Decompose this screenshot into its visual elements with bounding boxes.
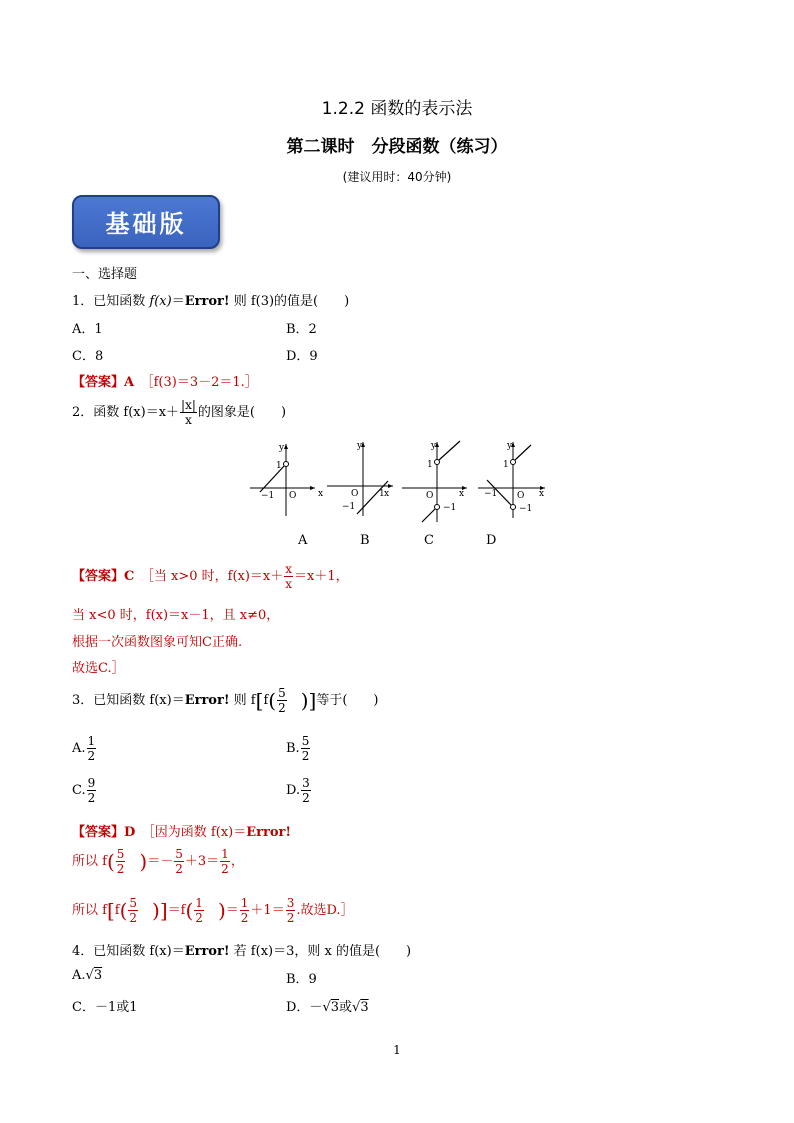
graph-d-y-label: y [507,441,513,451]
q2-answer-a: ［当 x>0 时，f(x)＝x＋ [147,569,284,584]
graph-b-origin: O [351,489,359,499]
q3-option-d-num: 3 [302,776,310,790]
q1-option-c: C．8 [72,349,104,364]
q3-option-d-den: 2 [302,791,310,805]
graph-a-one: 1 [276,461,282,471]
q3-l3-n4: 3 [286,896,295,910]
q1-answer-text: ［f(3)＝3－2＝1.］ [147,375,258,390]
q3-option-d [286,776,312,805]
q3-l2-d2: 2 [175,862,183,876]
q2-graphs [245,438,550,528]
q3-bracket-open: [ [255,688,264,713]
q3-l2-frac2 [174,847,184,876]
q3-l3-prefix: 所以 f [72,903,107,918]
q3-l3-frac3 [240,896,250,925]
q3-l3-bracket-close: ] [159,898,168,923]
section-heading: 一、选择题 [72,267,138,282]
q4-option-d [286,996,369,1015]
q3-l2-d1: 2 [116,862,125,876]
q3-paren-close: ) [300,688,309,713]
q3-l3-paren2-open: ( [185,898,194,923]
q3-l3-paren-close: ) [152,898,160,923]
q2-answer [72,562,349,591]
sqrt-icon: √ [322,1000,331,1015]
q3-l3-d1: 2 [129,911,138,925]
q3-answer-a: ［因为函数 f(x)＝ [148,825,247,840]
q3-option-b-den: 2 [301,749,310,763]
graph-a-y-label: y [279,443,285,453]
graph-b-y-label: y [357,441,363,451]
q2-answer-fraction [284,562,293,591]
q3-option-a [72,734,97,763]
graph-c [402,441,467,522]
q3-mid: 则 f [229,693,256,708]
q3-option-b-num: 5 [301,734,310,748]
graph-c-neg-one: −1 [443,503,457,513]
q3-l2-n2: 5 [175,847,183,861]
time-note: (建议用时：40分钟) [342,170,452,184]
graph-label-b: B [360,533,370,548]
q3-answer-line3 [72,896,354,925]
q3-l3-eq2: ＝ [225,903,239,918]
graph-b [327,441,393,516]
q4-option-a-root: 3 [93,968,103,983]
q3-option-c-den: 2 [87,791,96,805]
graph-d-x-label: x [539,489,545,499]
q3-prefix: 3．已知函数 f(x)＝ [72,693,185,708]
q2-frac-den: x [185,413,192,427]
q1-eq: ＝ [171,294,185,309]
graph-c-one: 1 [427,460,433,470]
q3-l3-bracket-open: [ [106,898,115,923]
q3-option-d-letter: D. [286,783,301,798]
q3-option-c-num: 9 [87,776,96,790]
graph-d-neg-one-y: −1 [519,504,533,514]
q2-answer-b: ＝x＋1， [294,569,349,584]
graph-c-x-label: x [459,489,465,499]
q3-l3-d4: 2 [286,911,295,925]
q1-suffix: 则 f(3)的值是( ) [229,294,350,309]
q3-option-a-num: 1 [87,734,96,748]
q3-l3-frac4 [286,896,296,925]
q3-option-b [286,734,311,763]
q3-l2-d3: 2 [221,862,229,876]
q3-option-a-letter: A. [72,741,86,756]
q3-l3-n1: 5 [129,896,138,910]
graph-b-x-label: x [384,489,390,499]
q3-bracket-close: ] [308,688,317,713]
q1-option-a: A．1 [72,322,103,337]
q3-l3-d2: 2 [195,911,203,925]
q3-paren-open: ( [268,688,277,713]
q4-option-a-letter: A. [72,968,86,983]
q3-l3-paren-open: ( [119,898,128,923]
q3-l2-mid: ＝－ [147,854,174,869]
q3-l2-paren-open: ( [106,849,115,874]
q2-answer-line2: 当 x<0 时，f(x)＝x－1，且 x≠0， [72,608,280,623]
graph-a [250,443,323,516]
lesson-title: 第二课时 分段函数（练习） [286,137,508,157]
q3-l2-n3: 1 [221,847,229,861]
graph-a-x-label: x [318,489,324,499]
q3-answer-line2 [72,847,244,876]
q3-option-b-letter: B. [286,741,300,756]
q4-option-a [72,968,102,983]
q2-answer-line4: 故选C.］ [72,661,125,676]
graph-a-neg-one: −1 [261,491,275,501]
q3-l3-n3: 1 [240,896,249,910]
q3-l2-paren-close: ) [139,849,148,874]
graph-label-a: A [298,533,308,548]
q3-l2-plus: ＋3＝ [184,854,220,869]
q3-answer-error: Error! [246,825,292,840]
q4-prefix: 4．已知函数 f(x)＝ [72,944,185,959]
q4-option-d-letter: D．－ [286,1000,323,1015]
graph-d-origin: O [517,491,525,501]
graph-b-neg-one: −1 [342,502,356,512]
q2-fraction [180,398,197,427]
q3-l3-frac2 [194,896,204,925]
question-4 [72,940,411,959]
q4-option-d-root2: 3 [360,1000,369,1015]
q3-option-c-frac [87,776,97,805]
q2-answer-frac-den: x [285,577,293,591]
q4-error: Error! [184,944,230,959]
q3-l3-paren2-close: ) [217,898,226,923]
q3-l3-end: .故选D.］ [296,903,354,918]
q2-frac-num: |x| [181,398,196,412]
graph-label-d: D [486,533,497,548]
q3-l2-n1: 5 [116,847,125,861]
q2-answer-frac-num: x [285,562,293,576]
q3-l2-prefix: 所以 f [72,854,107,869]
q3-error: Error! [184,693,230,708]
graph-label-c: C [424,533,434,548]
q1-prefix: 1．已知函数 [72,294,150,309]
section-title: 1.2.2 函数的表示法 [321,99,473,119]
q2-prefix: 2．函数 f(x)＝x＋ [72,405,180,420]
question-1 [72,290,349,309]
page-number: 1 [393,1043,401,1057]
graph-c-y-label: y [431,441,437,451]
q4-suffix: 若 f(x)＝3，则 x 的值是( ) [229,944,412,959]
q3-l2-frac1 [116,847,126,876]
q1-fx: f(x) [149,294,172,309]
q4-option-b: B．9 [286,972,317,987]
q3-option-a-den: 2 [87,749,96,763]
q3-l3-n2: 1 [195,896,203,910]
question-2 [72,398,286,427]
q3-f-inner: f [263,693,269,708]
graph-a-origin: O [289,491,297,501]
q3-frac-num: 5 [278,686,286,700]
q3-option-c [72,776,97,805]
q1-option-d: D．9 [286,349,318,364]
q3-option-a-frac [87,734,97,763]
q1-answer-tag: 【答案】A [72,375,135,390]
q3-l2-end: ， [230,854,244,869]
sqrt-icon: √ [352,1000,361,1015]
q3-frac-den: 2 [278,701,286,715]
q4-option-c: C．－1或1 [72,1000,138,1015]
sqrt-icon: √ [85,968,94,983]
q2-answer-line3: 根据一次函数图象可知C正确. [72,635,243,650]
q3-fraction [277,686,287,715]
graph-d-neg-one-x: −1 [484,489,498,499]
q3-l3-frac1 [128,896,138,925]
q3-l3-f2: f [114,903,120,918]
q1-answer [72,371,258,390]
q3-l3-plus: ＋1＝ [250,903,285,918]
q1-error: Error! [184,294,230,309]
q3-l2-frac3 [220,847,230,876]
graph-b-one: 1 [379,489,385,499]
q1-option-b: B．2 [286,322,317,337]
q4-option-d-root1: 3 [330,1000,340,1015]
level-badge: 基础版 [72,195,220,249]
q2-answer-tag: 【答案】C [72,569,135,584]
q2-suffix: 的图象是( ) [197,405,287,420]
question-3 [72,686,379,715]
q3-l3-eq: ＝f [167,903,186,918]
q3-option-c-letter: C. [72,783,86,798]
q3-l3-d3: 2 [240,911,249,925]
graph-c-origin: O [426,491,434,501]
q3-suffix: 等于( ) [316,693,379,708]
graph-d-one: 1 [503,460,509,470]
graph-d [478,441,545,518]
q3-answer [72,821,291,840]
q3-option-b-frac [301,734,311,763]
q3-option-d-frac [301,776,311,805]
q3-answer-tag: 【答案】D [72,825,136,840]
q4-option-d-or: 或 [339,1000,353,1015]
